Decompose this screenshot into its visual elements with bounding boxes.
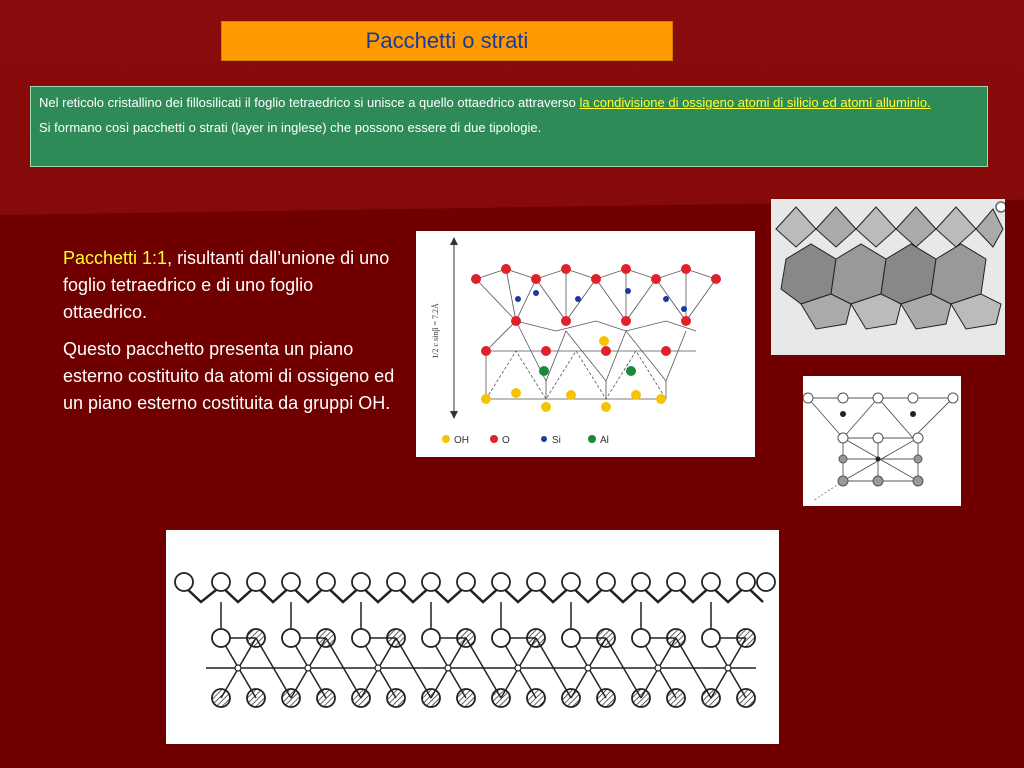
layer-chain-diagram [166, 530, 779, 744]
layer-structure-diagram [416, 231, 755, 457]
legend-o-swatch [490, 435, 498, 443]
body-p1-rest: , risultanti dall’unione di uno foglio tetraedrico e di uno foglio ottaedrico. [63, 248, 390, 322]
intro-line1: Nel reticolo cristallino dei fillosilicati il foglio tetraedrico si unisce a quello ottaedrico attraverso [39, 95, 580, 110]
intro-paragraph [39, 93, 979, 112]
polyhedral-model-diagram [771, 199, 1005, 355]
body-paragraph-2: Questo pacchetto presenta un piano esterno costituito da atomi di ossigeno ed un piano esterno costituita da gruppi OH. [63, 339, 395, 413]
legend-al-swatch [588, 435, 596, 443]
body-text [63, 245, 398, 427]
body-p1-highlight: Pacchetti 1:1 [63, 248, 168, 268]
legend-o-label: O [502, 435, 510, 446]
body-paragraph-1 [63, 245, 398, 326]
legend-al-label: Al [600, 435, 609, 446]
polyhedral-model-figure [771, 199, 1005, 355]
legend-si-label: Si [552, 435, 561, 446]
intro-box [30, 86, 988, 167]
intro-line2: Si formano così pacchetti o strati (layer in inglese) che possono essere di due tipologie. [39, 120, 542, 135]
octahedral-detail-diagram [803, 376, 961, 506]
axis-label: 1/2 c sinβ = 7.2Å [431, 303, 440, 359]
slide-title: Pacchetti o strati [365, 28, 529, 53]
figure-legend [442, 435, 609, 446]
layer-chain-figure [166, 530, 779, 744]
legend-oh-label: OH [454, 435, 469, 446]
intro-highlight-link[interactable]: la condivisione di ossigeno atomi di silicio ed atomi alluminio. [579, 95, 931, 110]
title-box [221, 21, 673, 61]
legend-si-swatch [541, 436, 547, 442]
octahedral-detail-figure [803, 376, 961, 506]
layer-structure-figure [416, 231, 755, 457]
legend-oh-swatch [442, 435, 450, 443]
